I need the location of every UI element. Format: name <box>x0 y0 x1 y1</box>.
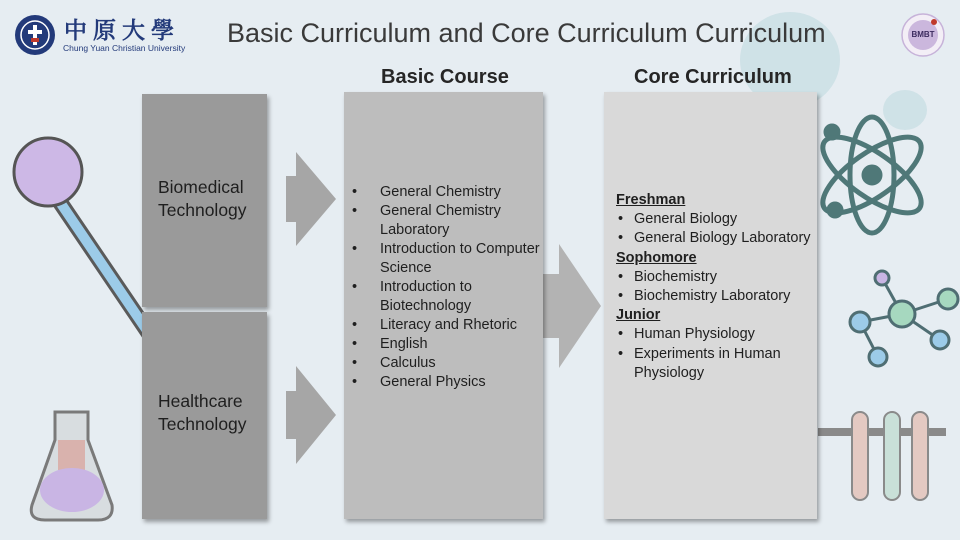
core-course-list <box>616 268 816 306</box>
core-course-item: • Human Physiology <box>616 325 816 344</box>
arrow-right-icon <box>286 366 336 464</box>
university-name-en: Chung Yuan Christian University <box>63 43 186 53</box>
atom-icon <box>812 117 932 233</box>
core-curriculum-content <box>616 191 816 383</box>
badge-text: BMBT <box>911 30 935 39</box>
basic-course-box <box>344 92 543 519</box>
arrow-right-icon <box>543 244 601 368</box>
arrow-right-icon <box>286 152 336 246</box>
core-course-item: • General Biology <box>616 210 816 229</box>
basic-course-item: • Literacy and Rhetoric <box>344 316 543 335</box>
university-seal-icon <box>14 14 56 56</box>
year-heading-freshman: Freshman <box>616 192 686 208</box>
molecule-icon <box>850 271 958 366</box>
core-course-item: • General Biology Laboratory <box>616 229 816 248</box>
program-label-biomedical: Biomedical Technology <box>158 177 247 220</box>
header-core-curriculum: Core Curriculum <box>634 66 792 88</box>
basic-course-item: • Introduction to Computer Science <box>344 240 543 278</box>
core-course-item: • Biochemistry Laboratory <box>616 287 816 306</box>
program-box-biomedical <box>142 94 267 307</box>
basic-course-item: • General Chemistry Laboratory <box>344 202 543 240</box>
page-title: Basic Curriculum and Core Curriculum Curriculum <box>227 18 826 48</box>
header-basic-course: Basic Course <box>381 66 509 88</box>
round-flask-icon <box>14 138 150 335</box>
core-course-item: • Biochemistry <box>616 268 816 287</box>
core-course-item: • Experiments in Human Physiology <box>616 345 816 383</box>
test-tube-rack-icon <box>818 412 946 500</box>
core-curriculum-box <box>604 92 817 519</box>
basic-course-list <box>344 183 543 392</box>
program-box-healthcare <box>142 312 267 519</box>
department-badge <box>901 13 945 57</box>
basic-course-item: • Calculus <box>344 354 543 373</box>
basic-course-item: • General Chemistry <box>344 183 543 202</box>
basic-course-item: • English <box>344 335 543 354</box>
year-heading-junior: Junior <box>616 307 661 324</box>
core-course-list <box>616 210 816 248</box>
university-name-cn: 中原大學 <box>64 17 180 44</box>
basic-course-item: • Introduction to Biotechnology <box>344 278 543 316</box>
program-label-healthcare: Healthcare Technology <box>158 391 247 434</box>
core-course-list <box>616 325 816 383</box>
university-logo <box>14 12 214 56</box>
year-heading-sophomore: Sophomore <box>616 249 697 266</box>
erlenmeyer-flask-icon <box>31 412 112 520</box>
basic-course-item: • General Physics <box>344 373 543 392</box>
